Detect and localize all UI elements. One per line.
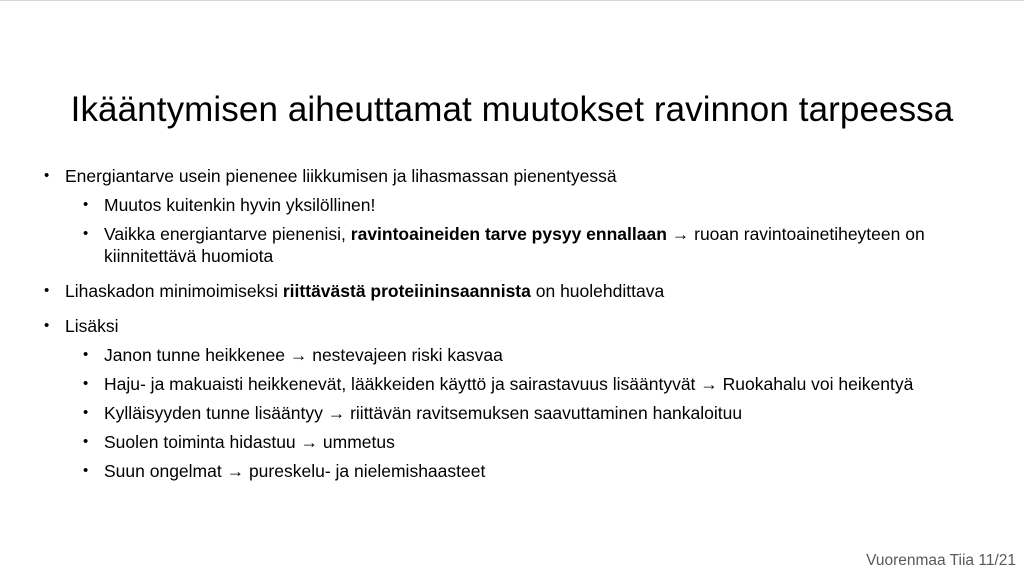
bullet-dot-icon: •	[83, 225, 89, 242]
bullet-energy-need	[44, 165, 944, 187]
bullet-dot-icon: •	[83, 433, 89, 450]
bullet-smell-taste	[44, 373, 944, 395]
bullet-text: Vaikka energiantarve pienenisi,	[104, 224, 351, 244]
bullet-dot-icon: •	[83, 462, 89, 479]
bullet-individual-change	[44, 194, 944, 216]
bullet-bold-text: ravintoaineiden tarve pysyy ennallaan	[350, 224, 667, 244]
bullet-bowel	[44, 431, 944, 453]
bullet-text: Suun ongelmat → pureskelu- ja nielemishaasteet	[104, 461, 486, 481]
footer-author-date: Vuorenmaa Tiia 11/21	[866, 552, 1016, 569]
slide-title: Ikääntymisen aiheuttamat muutokset ravinnon tarpeessa	[70, 90, 954, 129]
bullet-text: on huolehdittava	[530, 281, 665, 301]
bullet-text: Lihaskadon minimoimiseksi	[65, 281, 283, 301]
bullet-dot-icon: •	[83, 346, 89, 363]
bullet-dot-icon: •	[83, 375, 89, 392]
bullet-text: → ruoan ravintoainetiheyteen on kiinnitettävä huomiota	[104, 224, 925, 266]
bullet-additionally	[44, 315, 944, 337]
bullet-text: Kylläisyyden tunne lisääntyy → riittävän ravitsemuksen saavuttaminen hankaloituu	[104, 403, 743, 423]
bullet-list	[44, 165, 944, 482]
bullet-dot-icon: •	[44, 167, 50, 184]
bullet-text: Lisäksi	[65, 316, 119, 336]
bullet-bold-text: riittävästä proteiininsaannista	[282, 281, 531, 301]
bullet-dot-icon: •	[44, 282, 50, 299]
bullet-mouth	[44, 460, 944, 482]
bullet-text: Suolen toiminta hidastuu → ummetus	[104, 432, 395, 452]
bullet-text: Janon tunne heikkenee → nestevajeen riski kasvaa	[104, 345, 503, 365]
bullet-dot-icon: •	[83, 404, 89, 421]
bullet-text: Energiantarve usein pienenee liikkumisen ja lihasmassan pienentyessä	[65, 166, 617, 186]
bullet-nutrient-need	[44, 223, 944, 267]
bullet-dot-icon: •	[83, 196, 89, 213]
bullet-text: Muutos kuitenkin hyvin yksilöllinen!	[104, 195, 376, 215]
bullet-thirst	[44, 344, 944, 366]
bullet-protein	[44, 280, 944, 302]
bullet-text: Haju- ja makuaisti heikkenevät, lääkkeiden käyttö ja sairastavuus lisääntyvät → Ruokahalu voi heikentyä	[104, 374, 914, 394]
bullet-dot-icon: •	[44, 317, 50, 334]
bullet-satiety	[44, 402, 944, 424]
